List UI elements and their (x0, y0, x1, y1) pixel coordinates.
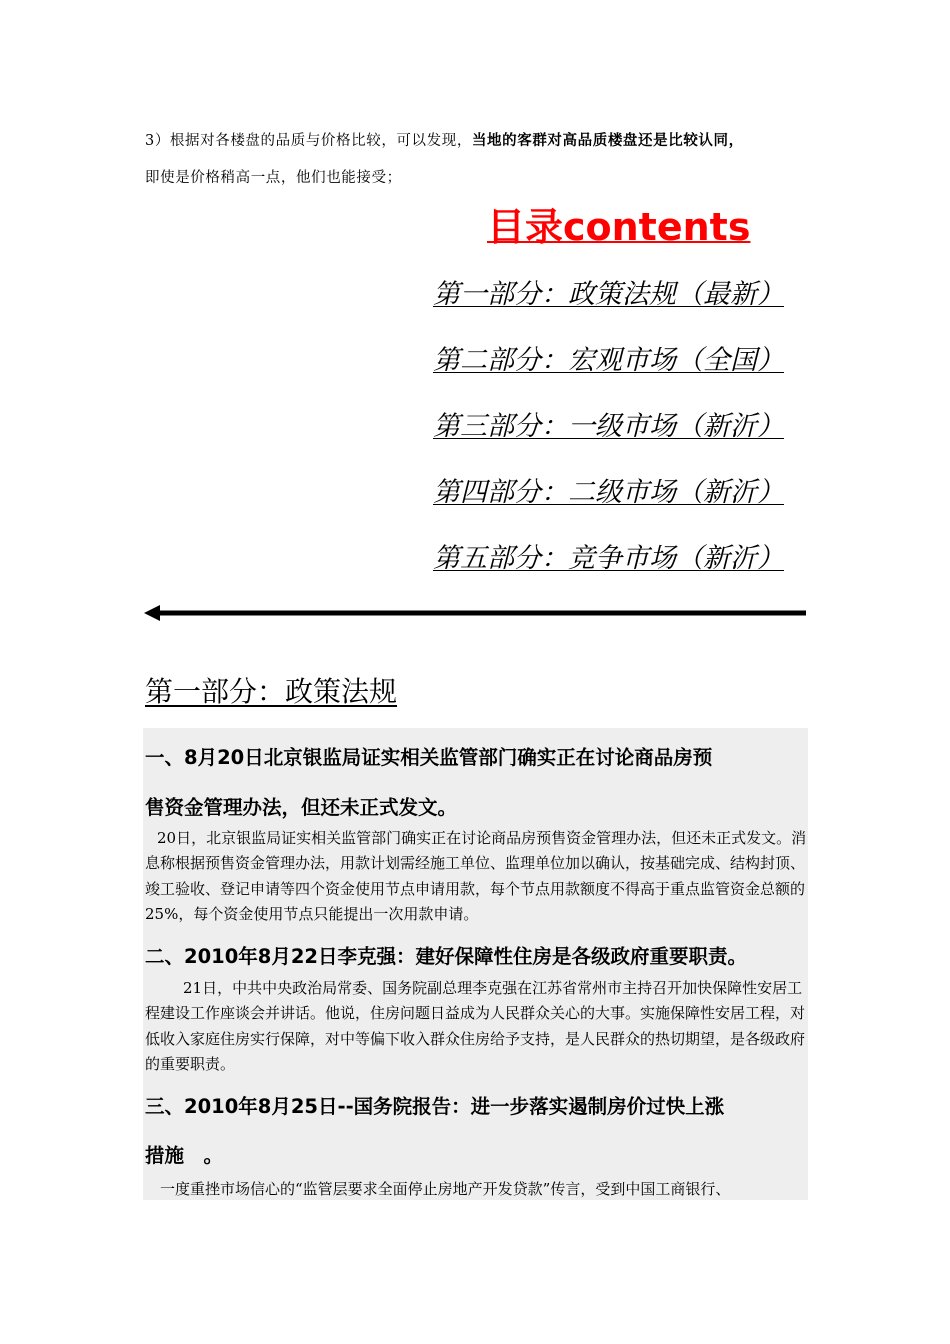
intro-text: 3）根据对各楼盘的品质与价格比较，可以发现， (145, 133, 472, 149)
news-body-1: 20日，北京银监局证实相关监管部门确实正在讨论商品房预售资金管理办法，但还未正式发文。消息称根据预售资金管理办法，用款计划需经施工单位、监理单位加以确认，按基础完成、结构封顶、竣工验收、登记申请等四个资金使用节点申请用款，每个节点用款额度不得高于重点监管资金总额的25%，每个资金使用节点只能提出一次用款申请。 (145, 829, 807, 923)
news-heading-3-line-2: 措施 。 (145, 1144, 224, 1167)
toc-item-4[interactable]: 第四部分：二级市场（新沂） (433, 477, 784, 508)
back-arrow-icon[interactable] (142, 602, 810, 624)
intro-paragraph (145, 122, 825, 197)
toc-item-2[interactable]: 第二部分：宏观市场（全国） (433, 345, 784, 376)
toc-title: 目录contents (487, 205, 751, 249)
toc-item-1[interactable]: 第一部分：政策法规（最新） (433, 279, 784, 310)
news-heading-2: 二、2010年8月22日李克强：建好保障性住房是各级政府重要职责。 (145, 945, 747, 968)
intro-line-2: 即使是价格稍高一点，他们也能接受； (145, 170, 402, 186)
intro-line-1 (145, 122, 825, 160)
section-title: 第一部分：政策法规 (145, 675, 398, 708)
toc-item-3[interactable]: 第三部分：一级市场（新沂） (433, 411, 784, 442)
news-heading-1-line-2: 售资金管理办法，但还未正式发文。 (145, 796, 458, 819)
news-heading-1-line-1: 一、8月20日北京银监局证实相关监管部门确实正在讨论商品房预 (145, 746, 713, 769)
news-heading-3-line-1: 三、2010年8月25日--国务院报告：进一步落实遏制房价过快上涨 (145, 1095, 725, 1118)
toc-item-5[interactable]: 第五部分：竞争市场（新沂） (433, 543, 784, 574)
intro-bold-text: 当地的客群对高品质楼盘还是比较认同， (471, 132, 744, 149)
news-body-3: 一度重挫市场信心的“监管层要求全面停止房地产开发贷款”传言，受到中国工商银行、 (160, 1180, 731, 1198)
news-body-2: 21日，中共中央政治局常委、国务院副总理李克强在江苏省常州市主持召开加快保障性安居工程建设工作座谈会并讲话。他说，住房问题日益成为人民群众关心的大事。实施保障性安居工程，对低收入家庭住房实行保障，对中等偏下收入群众住房给予支持，是人民群众的热切期望，是各级政府的重要职责。 (145, 979, 806, 1073)
